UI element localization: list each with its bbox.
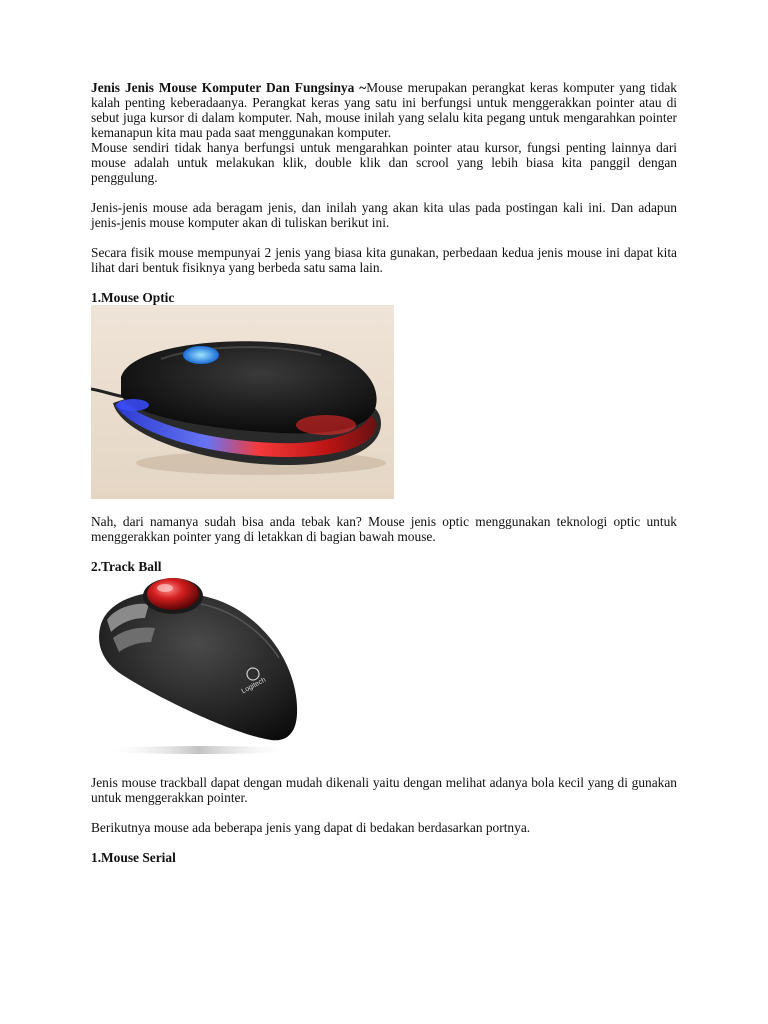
paragraph-physical: Secara fisik mouse mempunyai 2 jenis yang biasa kita gunakan, perbedaan kedua jenis mouse ini dapat kita lihat dari bentuk fisiknya yang berbeda satu sama lain. (91, 245, 677, 275)
svg-text:Logitech: Logitech (240, 676, 268, 696)
trackball-mouse-image (91, 574, 301, 760)
intro-paragraph (91, 80, 677, 140)
intro-text: Mouse merupakan perangkat keras komputer yang tidak kalah penting keberadaanya. Perangkat keras yang satu ini berfungsi untuk menggerakkan pointer atau di sebut juga kursor di dalam komputer. Nah, mouse inilah yang selalu kita pegang untuk mengarahkan pointer kemanapun kita mau pada saat menggunakan komputer. (91, 80, 677, 140)
paragraph-ports: Berikutnya mouse ada beberapa jenis yang dapat di bedakan berdasarkan portnya. (91, 820, 531, 835)
article-title: Jenis Jenis Mouse Komputer Dan Fungsinya ~ (91, 80, 367, 95)
paragraph-optic-desc: Nah, dari namanya sudah bisa anda tebak kan? Mouse jenis optic menggunakan teknologi optic untuk menggerakkan pointer yang di letakkan di bagian bawah mouse. (91, 514, 677, 544)
document-page (91, 80, 677, 865)
paragraph-function: Mouse sendiri tidak hanya berfungsi untuk mengarahkan pointer atau kursor, fungsi penting lainnya dari mouse adalah untuk melakukan klik, double klik dan scrool yang lebih biasa kita panggil dengan penggulung. (91, 140, 677, 185)
paragraph-trackball-desc: Jenis mouse trackball dapat dengan mudah dikenali yaitu dengan melihat adanya bola kecil yang di gunakan untuk menggerakkan pointer. (91, 775, 677, 805)
heading-mouse-optic: 1.Mouse Optic (91, 290, 175, 305)
paragraph-types: Jenis-jenis mouse ada beragam jenis, dan inilah yang akan kita ulas pada postingan kali ini. Dan adapun jenis-jenis mouse komputer akan di tuliskan berikut ini. (91, 200, 677, 230)
optic-mouse-image (91, 305, 394, 499)
heading-mouse-serial: 1.Mouse Serial (91, 850, 176, 865)
heading-track-ball: 2.Track Ball (91, 559, 162, 574)
